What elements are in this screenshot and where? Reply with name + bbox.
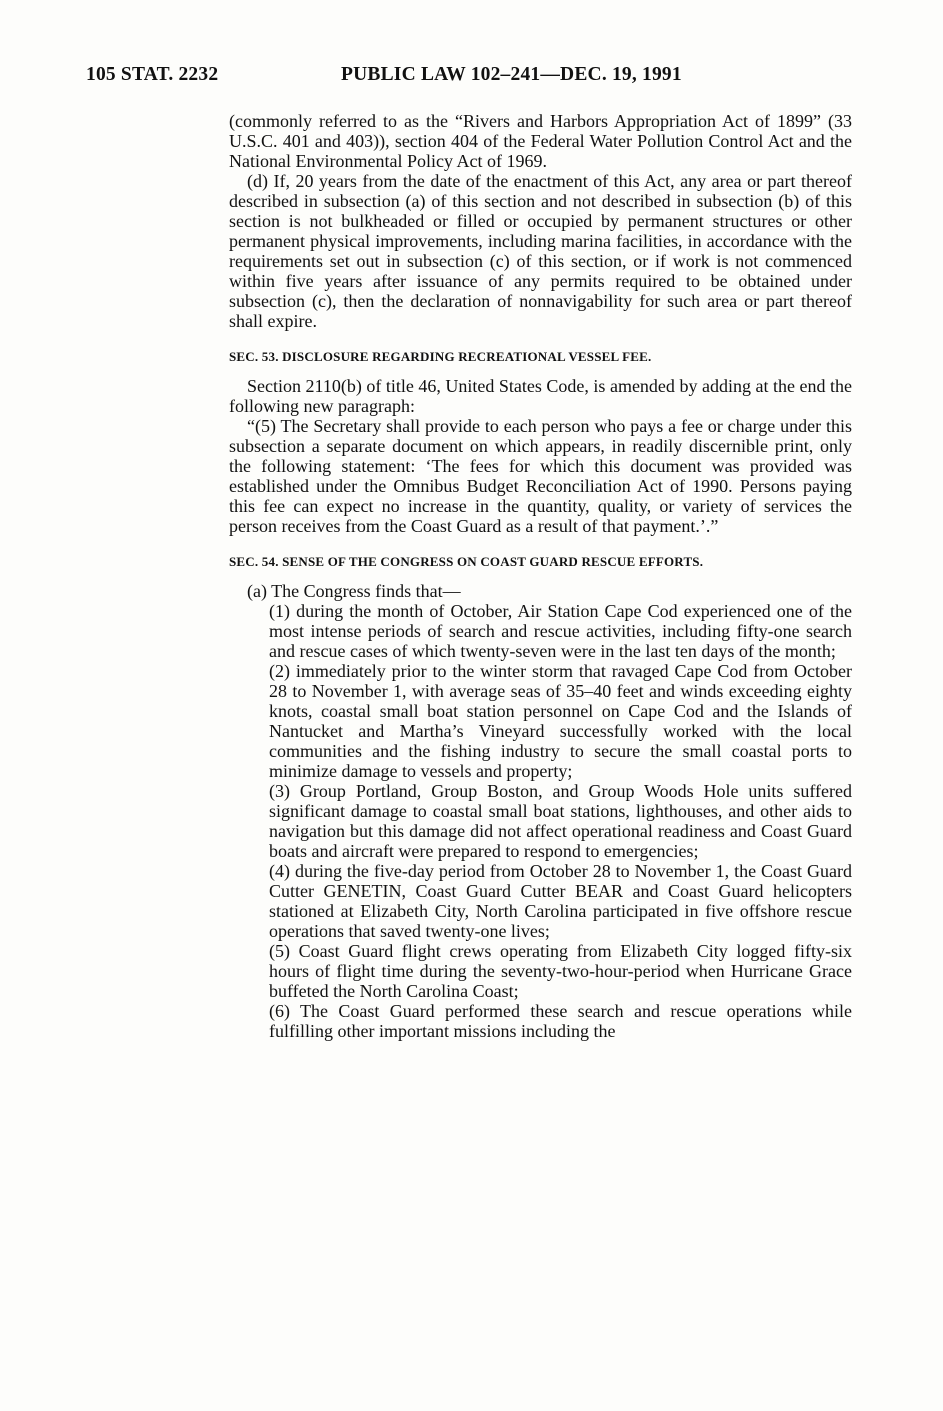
page-header	[86, 64, 846, 88]
paragraph-d: (d) If, 20 years from the date of the enactment of this Act, any area or part thereof described in subsection (a) of this section and not described in subsection (b) of this section is not bulkheaded or filled or occupied by permanent structures or other permanent physical improvements, including marina facilities, in accordance with the requirements set out in subsection (c) of this section, or if work is not commenced within five years after issuance of any permits required to be obtained under subsection (c), then the declaration of nonnavigability for such area or part thereof shall expire.	[229, 171, 852, 331]
body-text	[229, 111, 852, 1041]
stat-reference: 105 STAT. 2232	[86, 64, 219, 85]
finding-item: (5) Coast Guard flight crews operating from Elizabeth City logged fifty-six hours of flight time during the seventy-two-hour-period when Hurricane Grace buffeted the North Carolina Coast;	[269, 941, 852, 1001]
section-53-paragraph-2: “(5) The Secretary shall provide to each person who pays a fee or charge under this subsection a separate document on which appears, in readily discernible print, only the following statement: ‘The fees for which this document was provided was established under the Omnibus Budget Reconciliation Act of 1990. Persons paying this fee can expect no increase in the quantity, quality, or variety of services the person receives from the Coast Guard as a result of that payment.’.”	[229, 416, 852, 536]
finding-item: (6) The Coast Guard performed these search and rescue operations while fulfilling other important missions including the	[269, 1001, 852, 1041]
section-54-subsection-a: (a) The Congress finds that—	[247, 581, 461, 601]
finding-item: (4) during the five-day period from October 28 to November 1, the Coast Guard Cutter GENETIN, Coast Guard Cutter BEAR and Coast Guard helicopters stationed at Elizabeth City, North Carolina participated in five offshore rescue operations that saved twenty-one lives;	[269, 861, 852, 941]
section-53-paragraph-1: Section 2110(b) of title 46, United States Code, is amended by adding at the end the following new paragraph:	[229, 376, 852, 416]
running-head: PUBLIC LAW 102–241—DEC. 19, 1991	[341, 64, 682, 85]
paragraph-continued: (commonly referred to as the “Rivers and Harbors Appropriation Act of 1899” (33 U.S.C. 401 and 403)), section 404 of the Federal Water Pollution Control Act and the National Environmental Policy Act of 1969.	[229, 111, 852, 171]
finding-item: (3) Group Portland, Group Boston, and Group Woods Hole units suffered significant damage to coastal small boat stations, lighthouses, and other aids to navigation but this damage did not affect operational readiness and Coast Guard boats and aircraft were prepared to respond to emergencies;	[269, 781, 852, 861]
section-54-heading: SEC. 54. SENSE OF THE CONGRESS ON COAST GUARD RESCUE EFFORTS.	[229, 554, 704, 569]
finding-item: (2) immediately prior to the winter storm that ravaged Cape Cod from October 28 to November 1, with average seas of 35–40 feet and winds exceeding eighty knots, coastal small boat station personnel on Cape Cod and the Islands of Nantucket and Martha’s Vineyard successfully worked with the local communities and the fishing industry to secure the small coastal ports to minimize damage to vessels and property;	[269, 661, 852, 781]
finding-item: (1) during the month of October, Air Station Cape Cod experienced one of the most intense periods of search and rescue activities, including fifty-one search and rescue cases of which twenty-seven were in the last ten days of the month;	[269, 601, 852, 661]
section-53-heading: SEC. 53. DISCLOSURE REGARDING RECREATIONAL VESSEL FEE.	[229, 349, 652, 364]
